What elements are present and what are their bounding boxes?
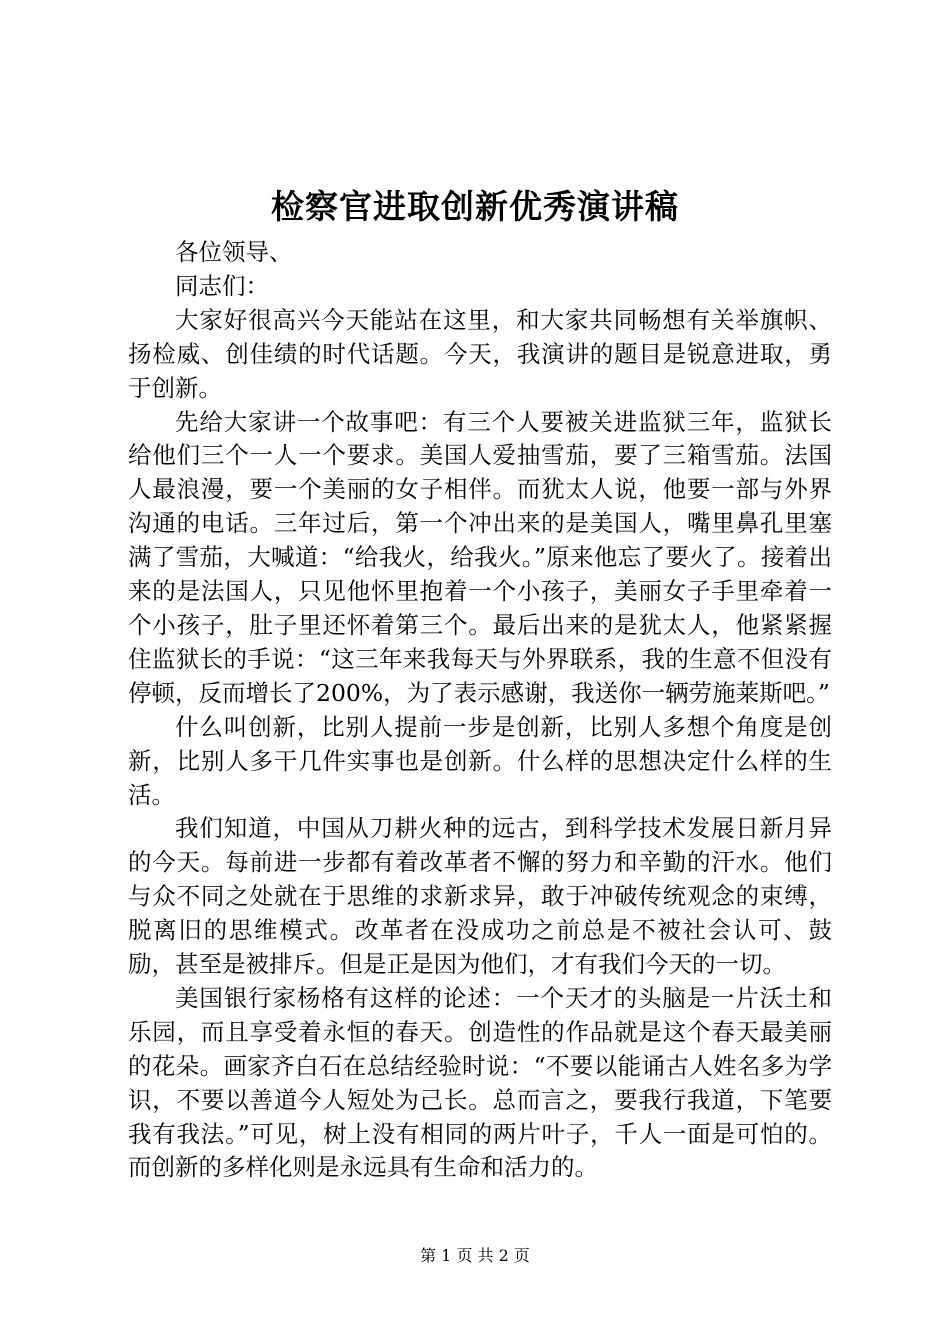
body-paragraph: 大家好很高兴今天能站在这里，和大家共同畅想有关举旗帜、扬检威、创佳绩的时代话题。今天，我演讲的题目是锐意进取，勇于创新。 [128, 305, 832, 402]
body-paragraph: 先给大家讲一个故事吧：有三个人要被关进监狱三年，监狱长给他们三个一人一个要求。美国人爱抽雪茄，要了三箱雪茄。法国人最浪漫，要一个美丽的女子相伴。而犹太人说，他要一部与外界沟通的电话。三年过后，第一个冲出来的是美国人，嘴里鼻孔里塞满了雪茄，大喊道：“给我火，给我火。”原来他忘了要火了。接着出来的是法国人，只见他怀里抱着一个小孩子，美丽女子手里牵着一个小孩子，肚子里还怀着第三个。最后出来的是犹太人，他紧紧握住监狱长的手说：“这三年来我每天与外界联系，我的生意不但没有停顿，反而增长了200%，为了表示感谢，我送你一辆劳施莱斯吧。” [128, 407, 832, 707]
document-body [128, 236, 832, 1185]
body-paragraph: 美国银行家杨格有这样的论述：一个天才的头脑是一片沃土和乐园，而且享受着永恒的春天。创造性的作品就是这个春天最美丽的花朵。画家齐白石在总结经验时说：“不要以能诵古人姓名多为学识，不要以善道今人短处为己长。总而言之，要我行我道，下笔要我有我法。”可见，树上没有相同的两片叶子，千人一面是可怕的。而创新的多样化则是永远具有生命和活力的。 [128, 983, 832, 1182]
document-title: 检察官进取创新优秀演讲稿 [271, 187, 679, 226]
body-paragraph: 什么叫创新，比别人提前一步是创新，比别人多想个角度是创新，比别人多干几件实事也是创新。什么样的思想决定什么样的生活。 [128, 712, 832, 809]
salutation-line: 各位领导、 [175, 238, 293, 266]
page-footer: 第 1 页 共 2 页 [420, 1246, 530, 1265]
salutation-line: 同志们： [175, 271, 269, 300]
body-paragraph: 我们知道，中国从刀耕火种的远古，到科学技术发展日新月异的今天。每前进一步都有着改革者不懈的努力和辛勤的汗水。他们与众不同之处就在于思维的求新求异，敢于冲破传统观念的束缚，脱离旧的思维模式。改革者在没成功之前总是不被社会认可、鼓励，甚至是被排斥。但是正是因为他们，才有我们今天的一切。 [128, 814, 832, 979]
